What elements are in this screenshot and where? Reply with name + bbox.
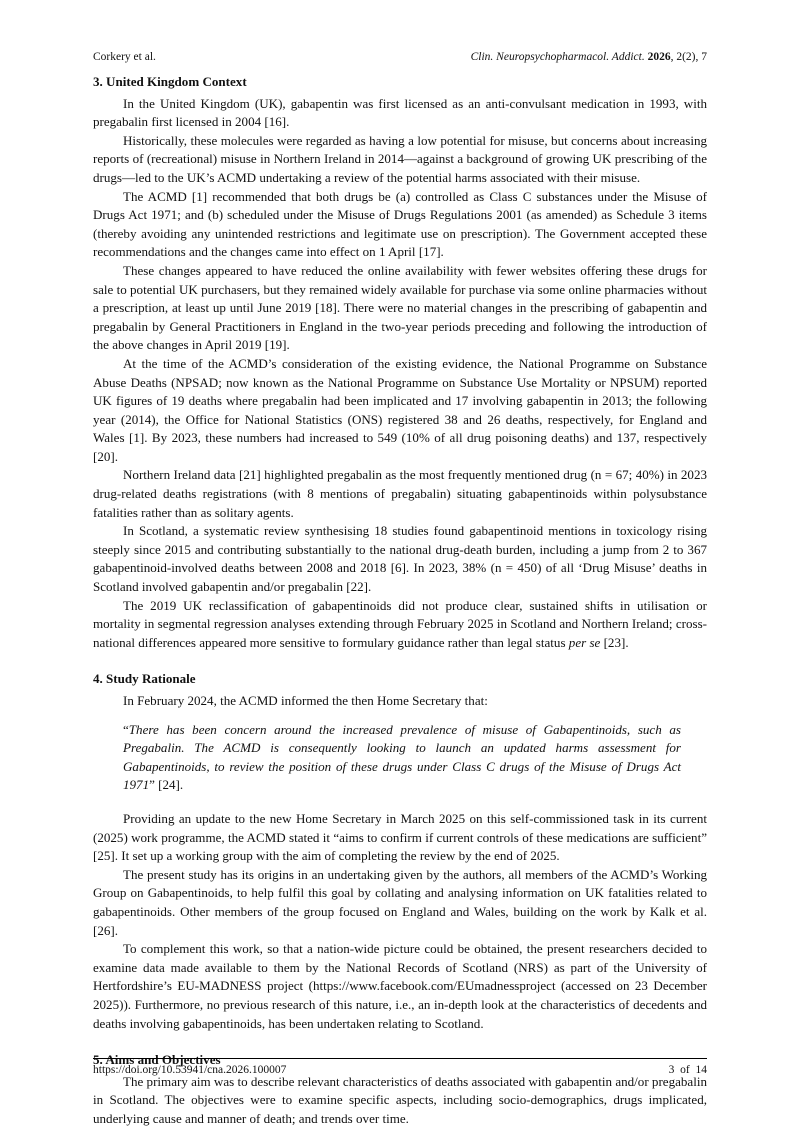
block-quote [123, 721, 681, 795]
paragraph: To complement this work, so that a nation-wide picture could be obtained, the present researchers decided to examine data made available to them by the National Records of Scotland (NRS) as part of the University of Hertfordshire’s EU-MADNESS project (https://www.facebook.com/EUmadnessproject (accessed on 23 December 2025)). Furthermore, no previous research of this nature, i.e., an in-depth look at the characteristics of decedents and deaths involving gabapentinoids, has been undertaken relating to Scotland. [93, 941, 707, 1031]
article-body [93, 73, 707, 1146]
header-journal: Clin. Neuropsychopharmacol. Addict. [470, 51, 645, 63]
section-heading: 5. Aims and Objectives [93, 1052, 221, 1068]
quote-open: “ [123, 721, 129, 737]
latin-phrase: per se [568, 634, 601, 650]
paragraph [93, 597, 707, 653]
doi-link[interactable]: https://doi.org/10.53941/cna.2026.100007 [93, 1064, 287, 1076]
page-number: 3 of 14 [668, 1064, 707, 1076]
paragraph: These changes appeared to have reduced the online availability with fewer websites offering these drugs for sale to potential UK purchasers, but they remained widely available for purchase via some online pharmacies without a prescription, at least up until June 2019 [18]. There were no material changes in the prescribing of gabapentin and pregabalin by General Practitioners in England in the two-year periods preceding and following the introduction of the above changes in April 2019 [19]. [93, 262, 707, 353]
header-citation [471, 50, 707, 64]
paragraph: In the United Kingdom (UK), gabapentin was first licensed as an anti-convulsant medication in 1993, with pregabalin first licensed in 2004 [16]. [93, 95, 707, 130]
citation: [23]. [600, 634, 629, 650]
header-volume: , 2(2), 7 [670, 51, 707, 63]
quote-close: ” [24]. [149, 777, 184, 793]
section-uk-context [93, 73, 707, 652]
section-study-rationale [93, 670, 707, 1033]
paragraph-text: The 2019 UK reclassification of gabapentinoids did not produce clear, sustained shifts in utilisation or mortality in segmental regression analyses extending through February 2025 in Scotland and Northern Ireland; cross-national differences appeared more sensitive to formulary guidance rather than legal status [93, 597, 707, 650]
paragraph: In February 2024, the ACMD informed the then Home Secretary that: [123, 693, 488, 708]
paragraph: At the time of the ACMD’s consideration of the existing evidence, the National Programme on Substance Abuse Deaths (NPSAD; now known as the National Programme on Substance Use Mortality or NPSUM) reported UK figures of 19 deaths where pregabalin had been implicated and 17 involving gabapentin in 2013; the following year (2014), the Office for National Statistics (ONS) registered 38 and 26 deaths, respectively, for England and Wales [1]. By 2023, these numbers had increased to 549 (10% of all drug poisoning deaths) and 137, respectively [20]. [93, 355, 707, 464]
section-heading: 4. Study Rationale [93, 671, 196, 687]
header-year: 2026 [647, 51, 671, 63]
paragraph: The primary aim was to describe relevant characteristics of deaths associated with gabapentin and/or pregabalin in Scotland. The objectives were to examine specific aspects, including socio-demographics, drugs implicated, underlying cause and manner of death; and trends over time. [93, 1073, 707, 1126]
paragraph: Northern Ireland data [21] highlighted pregabalin as the most frequently mentioned drug (n = 67; 40%) in 2023 drug-related deaths registrations (with 8 mentions of pregabalin) situating gabapentinoids within polysubstance fatalities rather than as solitary agents. [93, 467, 707, 520]
quote-text: There has been concern around the increased prevalence of misuse of Gabapentinoids, such as Pregabalin. The ACMD is consequently looking to launch an updated harms assessment for Gabapentinoids, to review the position of these drugs under Class C drugs of the Misuse of Drugs Act 1971 [123, 721, 681, 793]
header-authors: Corkery et al. [93, 51, 156, 63]
section-heading: 3. United Kingdom Context [93, 74, 247, 89]
paragraph: The present study has its origins in an undertaking given by the authors, all members of the ACMD’s Working Group on Gabapentinoids, to help fulfil this goal by collating and analysing information on UK fatalities related to gabapentinoids. Other members of the group focused on England and Wales, building on the work by Kalk et al. [26]. [93, 866, 707, 938]
paragraph: In Scotland, a systematic review synthesising 18 studies found gabapentinoid mentions in toxicology rising steeply since 2015 and contributing substantially to the national drug-death burden, including a jump from 2 to 367 gabapentinoid-involved deaths between 2008 and 2018 [6]. In 2023, 38% (n = 450) of all ‘Drug Misuse’ deaths in Scotland involved gabapentin and/or pregabalin [22]. [93, 523, 707, 595]
paragraph: Historically, these molecules were regarded as having a low potential for misuse, but concerns about increasing reports of (recreational) misuse in Northern Ireland in 2014—against a background of growing UK prescribing of the drugs—led to the UK’s ACMD undertaking a review of the potential harms associated with their misuse. [93, 132, 707, 185]
paragraph: The ACMD [1] recommended that both drugs be (a) controlled as Class C substances under the Misuse of Drugs Act 1971; and (b) scheduled under the Misuse of Drugs Regulations 2001 (as amended) as Schedule 3 items (thereby avoiding any unintended restrictions and legitimate use on prescription). The Government accepted these recommendations and the changes came into effect on 1 April [17]. [93, 188, 707, 260]
paragraph: Providing an update to the new Home Secretary in March 2025 on this self-commissioned task in its current (2025) work programme, the ACMD stated it “aims to confirm if current controls of these medications are sufficient” [25]. It set up a working group with the aim of completing the review by the end of 2025. [93, 810, 707, 864]
